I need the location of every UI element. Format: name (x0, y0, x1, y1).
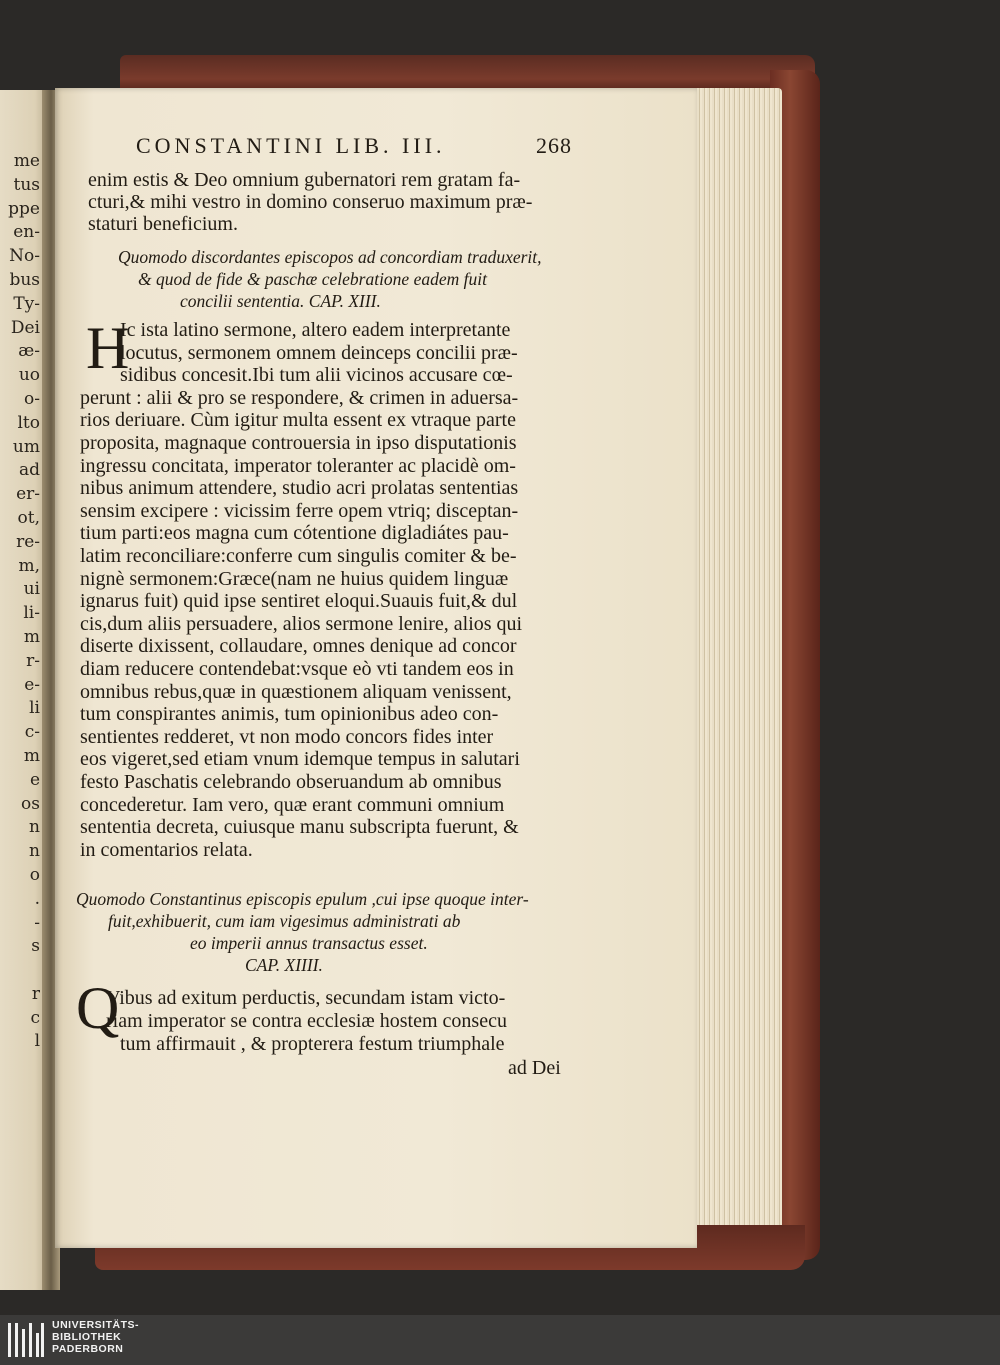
text-line: in comentarios relata. (80, 838, 253, 861)
margin-fragment (0, 959, 44, 983)
chapter-caption: fuit,exhibuerit, cum iam vigesimus administrati ab (108, 911, 461, 931)
text-line: festo Paschatis celebrando obseruandum ab omnibus (80, 771, 502, 793)
text-line: perunt : alii & pro se respondere, & crimen in aduersa- (80, 386, 519, 409)
text-line: enim estis & Deo omnium gubernatori rem gratam fa- (88, 169, 521, 191)
margin-fragment: n (29, 841, 40, 862)
text-line: tum conspirantes animis, tum opinionibus adeo con- (80, 703, 499, 726)
text-line: ignarus fuit) quid ipse sentiret eloqui.Suauis fuit,& dul (80, 590, 518, 613)
library-name: UNIVERSITÄTS- BIBLIOTHEK PADERBORN (52, 1319, 140, 1355)
margin-fragment: æ- (18, 341, 40, 362)
margin-fragment: m (23, 745, 40, 766)
catchword: ad Dei (508, 1057, 561, 1079)
margin-fragment: lto (17, 412, 40, 433)
text-line: sentientes redderet, vt non modo concors fides inter (80, 725, 494, 748)
running-title: CONSTANTINI LIB. III. (136, 133, 446, 158)
chapter-caption: concilii sententia. CAP. XIII. (180, 291, 381, 311)
margin-fragment: l (34, 1031, 40, 1052)
text-line: Vibus ad exitum perductis, secundam istam victo- (106, 987, 506, 1009)
margin-fragment: e- (24, 674, 40, 695)
footer-bar (0, 1315, 1000, 1365)
margin-fragment: os (21, 793, 40, 814)
margin-fragment: e (29, 769, 40, 790)
margin-fragment: - (34, 912, 40, 933)
text-line: diam reducere contendebat:vsque eò vti tandem eos in (80, 658, 514, 680)
text-line: Ic ista latino sermone, altero eadem interpretante (120, 319, 511, 341)
margin-fragment: ppe (8, 198, 40, 219)
text-line: riam imperator se contra ecclesiæ hostem consecu (106, 1010, 507, 1032)
text-line: nibus animum attendere, studio acri prolatas sententias (80, 477, 519, 500)
chapter-caption: Quomodo discordantes episcopos ad concordiam traduxerit, (118, 247, 542, 267)
margin-fragment: um (12, 436, 40, 457)
text-line: tium parti:eos magna cum cótentione digladiátes pau- (80, 522, 509, 545)
margin-fragment: No- (9, 246, 40, 267)
margin-fragment: n (29, 817, 40, 838)
text-line: sensim excipere : vicissim ferre opem vtriq; disceptan- (80, 499, 519, 522)
drop-initial: H (86, 315, 130, 381)
text-line: concederetur. Iam vero, quæ erant communi omnium (80, 793, 505, 816)
margin-fragment: ui (23, 579, 40, 600)
margin-fragment: re- (16, 531, 40, 552)
margin-fragment: ad (18, 460, 40, 481)
text-line: sententia decreta, cuiusque manu subscripta fuerunt, & (80, 816, 519, 839)
text-line: rios deriuare. Cùm igitur multa essent ex vtraque parte (80, 409, 516, 432)
drop-initial: Q (76, 975, 120, 1041)
chapter-caption: CAP. XIIII. (245, 955, 323, 975)
margin-fragment: o (29, 864, 40, 885)
text-line: diserte dixissent, collaudare, omnes denique ad concor (80, 635, 517, 658)
text-line: cis,dum aliis persuadere, alios sermone lenire, alios qui (80, 612, 523, 635)
margin-fragment: en- (13, 222, 40, 243)
chapter-caption: eo imperii annus transactus esset. (190, 933, 428, 953)
margin-fragment: r- (26, 650, 40, 671)
margin-fragment: li- (23, 603, 40, 624)
running-header (136, 133, 586, 159)
margin-fragment: ot, (17, 507, 40, 528)
margin-fragment: . (34, 888, 40, 909)
text-line: eos vigeret,sed etiam vnum idemque tempus in salutari (80, 748, 520, 771)
margin-fragment: er- (16, 484, 40, 505)
text-line: omnibus rebus,quæ in quæstionem aliquam venissent, (80, 680, 512, 703)
margin-fragment: o- (24, 388, 40, 409)
library-logo-icon (6, 1321, 46, 1361)
margin-fragment: Dei (10, 317, 40, 338)
margin-fragment: bus (9, 269, 40, 290)
margin-fragment: Ty- (13, 293, 40, 314)
text-line: ingressu concitata, imperator toleranter ac placidè om- (80, 454, 516, 477)
margin-fragment: m, (18, 555, 40, 576)
text-line: locutus, sermonem omnem deinceps concilii præ- (120, 341, 518, 364)
margin-fragment: m (23, 626, 40, 647)
margin-fragment: c- (24, 722, 40, 743)
text-line: nignè sermonem:Græce(nam ne huius quidem linguæ (80, 567, 509, 590)
text-line: sidibus concesit.Ibi tum alii vicinos accusare cœ- (120, 364, 513, 387)
margin-fragment: tus (13, 174, 40, 195)
text-line: staturi beneficium. (88, 213, 238, 235)
page-edges (692, 88, 782, 1238)
text-line: tum affirmauit , & propterera festum triumphale (120, 1033, 505, 1055)
margin-fragment: me (13, 151, 40, 171)
margin-fragment: c (30, 1007, 40, 1028)
chapter-caption: & quod de fide & paschæ celebratione eadem fuit (138, 269, 487, 289)
text-line: latim reconciliare:conferre cum singulis comiter & be- (80, 545, 517, 567)
margin-fragment: uo (18, 365, 40, 386)
margin-fragment: s (31, 936, 40, 957)
margin-fragment: li (29, 698, 40, 719)
text-line: cturi,& mihi vestro in domino conseruo maximum præ- (88, 191, 533, 213)
left-margin-fragments (0, 150, 44, 1054)
margin-fragment: r (31, 983, 40, 1004)
chapter-caption: Quomodo Constantinus episcopis epulum ,cui ipse quoque inter- (76, 889, 529, 909)
text-line: proposita, magnaque controuersia in ipso disputationis (80, 432, 517, 454)
page-number: 268 (536, 133, 572, 158)
